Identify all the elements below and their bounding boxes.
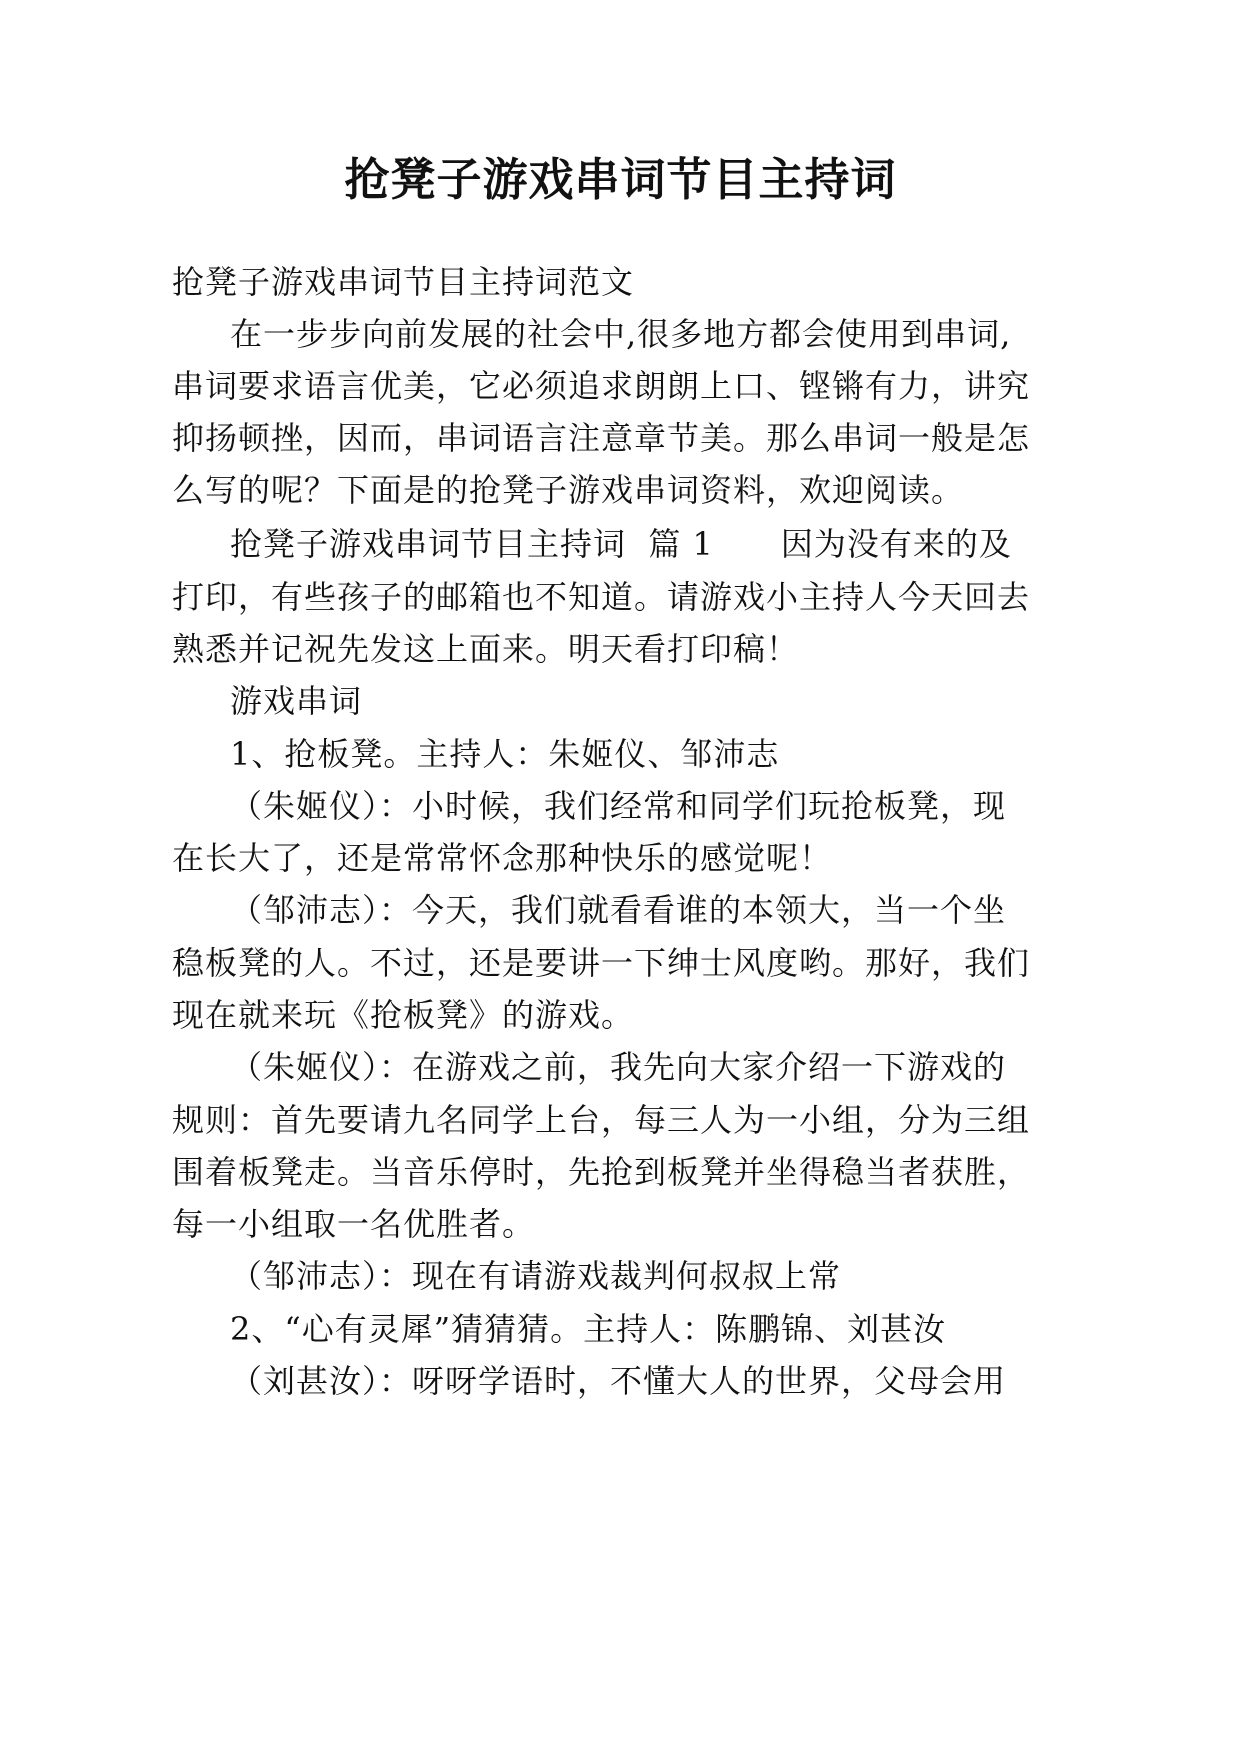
text-line: 在一步步向前发展的社会中,很多地方都会使用到串词, <box>230 315 1012 353</box>
text-line: 围着板凳走。当音乐停时，先抢到板凳并坐得稳当者获胜， <box>172 1153 1031 1191</box>
text-line: 抢凳子游戏串词节目主持词 篇 1 因为没有来的及 <box>230 525 1012 563</box>
text-line: （邹沛志）：现在有请游戏裁判何叔叔上常 <box>230 1257 842 1295</box>
text-line: 2、“心有灵犀”猜猜猜。主持人：陈鹏锦、刘甚汝 <box>230 1310 947 1348</box>
text-line: 规则：首先要请九名同学上台，每三人为一小组，分为三组 <box>172 1101 1031 1139</box>
text-line: （朱姬仪）：小时候，我们经常和同学们玩抢板凳，现 <box>230 787 1007 825</box>
text-line: （刘甚汝）：呀呀学语时，不懂大人的世界，父母会用 <box>230 1362 1007 1400</box>
text-line: 1、抢板凳。主持人：朱姬仪、邹沛志 <box>230 735 780 773</box>
text-line: 稳板凳的人。不过，还是要讲一下绅士风度哟。那好，我们 <box>172 944 1031 982</box>
text-line: 串词要求语言优美，它必须追求朗朗上口、铿锵有力，讲究 <box>172 367 1031 405</box>
text-line: （朱姬仪）：在游戏之前，我先向大家介绍一下游戏的 <box>230 1048 1007 1086</box>
text-line: 抢凳子游戏串词节目主持词范文 <box>172 263 635 301</box>
text-line: 熟悉并记祝先发这上面来。明天看打印稿！ <box>172 630 800 668</box>
document-title: 抢凳子游戏串词节目主持词 <box>344 153 897 206</box>
text-line: 每一小组取一名优胜者。 <box>172 1205 536 1243</box>
text-line: 在长大了，还是常常怀念那种快乐的感觉呢！ <box>172 839 833 877</box>
text-line: （邹沛志）：今天，我们就看看谁的本领大，当一个坐 <box>230 891 1007 929</box>
text-line: 现在就来玩《抢板凳》的游戏。 <box>172 996 635 1034</box>
text-line: 游戏串词 <box>230 682 363 720</box>
text-line: 打印，有些孩子的邮箱也不知道。请游戏小主持人今天回去 <box>172 578 1031 616</box>
text-line: 么写的呢？下面是的抢凳子游戏串词资料，欢迎阅读。 <box>172 471 965 509</box>
text-line: 抑扬顿挫，因而，串词语言注意章节美。那么串词一般是怎 <box>172 419 1031 457</box>
